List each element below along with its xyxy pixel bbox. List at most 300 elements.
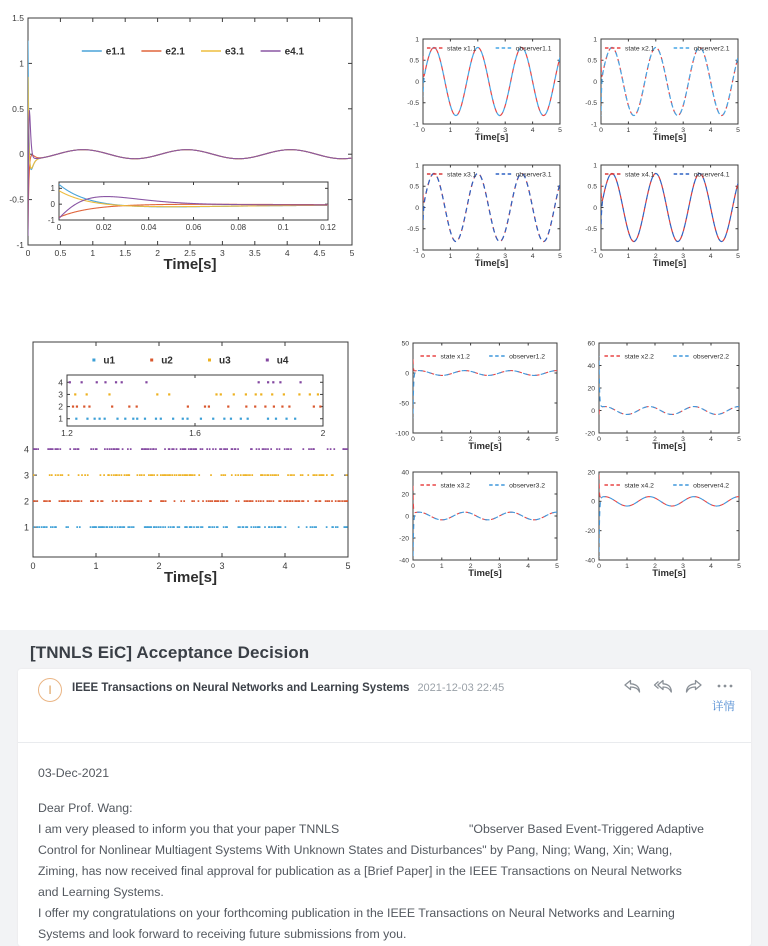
event-dot-u3 [312, 474, 314, 476]
y-tick-label: -1 [412, 121, 419, 129]
event-dot-u2 [283, 500, 285, 502]
event-dot-u2 [183, 500, 185, 502]
x-tick-label: 1 [439, 436, 444, 443]
event-dot-u1 [116, 418, 118, 420]
event-dot-u4 [225, 448, 227, 450]
event-dot-u1 [275, 418, 277, 420]
x-axis-label: Time[s] [652, 568, 686, 579]
event-dot-u2 [204, 405, 206, 407]
event-dot-u1 [150, 526, 152, 528]
plot-area [413, 486, 557, 561]
event-dot-u4 [299, 381, 301, 383]
event-dot-u2 [206, 500, 208, 502]
event-dot-u3 [287, 474, 289, 476]
event-dot-u3 [141, 474, 143, 476]
event-dot-u2 [44, 500, 46, 502]
event-dot-u1 [124, 418, 126, 420]
event-dot-u4 [251, 448, 253, 450]
y-tick-label: 40 [587, 362, 595, 370]
event-dot-u1 [106, 526, 108, 528]
legend-label: state x1.2 [440, 353, 470, 361]
event-dot-u4 [145, 448, 147, 450]
event-dot-u1 [315, 526, 317, 528]
event-dot-u2 [313, 405, 315, 407]
event-dot-u3 [277, 474, 279, 476]
x-axis-label: Time[s] [652, 132, 687, 143]
y-tick-label: 0 [593, 204, 597, 212]
legend-label: state x4.2 [624, 482, 654, 490]
event-dot-u4 [272, 381, 274, 383]
x-axis-label: Time[s] [163, 256, 217, 273]
event-dot-u2 [180, 500, 182, 502]
legend-label: observer1.1 [515, 45, 552, 53]
reply-all-button[interactable] [653, 677, 675, 695]
event-dot-u4 [313, 448, 315, 450]
event-dot-u1 [247, 418, 249, 420]
y-tick-label: 0.5 [12, 103, 24, 114]
legend-dot-u4 [266, 359, 269, 362]
y-tick-label: 0.5 [409, 183, 419, 191]
x-axis-label: Time[s] [163, 569, 218, 586]
event-dot-u1 [170, 526, 172, 528]
event-dot-u3 [255, 393, 257, 395]
event-dot-u3 [103, 474, 105, 476]
event-dot-u2 [70, 500, 72, 502]
event-dot-u4 [59, 448, 61, 450]
x-tick-label: 3 [681, 563, 685, 570]
event-dot-u4 [231, 448, 233, 450]
event-dot-u3 [168, 393, 170, 395]
series-observer4.2 [599, 497, 739, 557]
event-dot-u2 [127, 500, 129, 502]
legend-label: observer3.2 [509, 482, 546, 490]
x-tick-label: 2 [653, 436, 657, 443]
event-dot-u1 [164, 526, 166, 528]
event-dot-u3 [215, 393, 217, 395]
event-dot-u3 [111, 474, 113, 476]
event-dot-u2 [307, 500, 309, 502]
event-dot-u1 [238, 526, 240, 528]
event-dot-u3 [245, 393, 247, 395]
y-tick-label: 0 [591, 498, 595, 506]
y-tick-label: 1 [58, 413, 63, 424]
event-dot-u1 [172, 418, 174, 420]
event-dot-u1 [117, 526, 119, 528]
event-dot-u2 [136, 405, 138, 407]
event-dot-u4 [237, 448, 239, 450]
event-dot-u2 [238, 500, 240, 502]
plot-area [423, 174, 560, 242]
fig-state-x1-1 [402, 27, 578, 155]
event-dot-u4 [267, 381, 269, 383]
y-tick-label: 3 [23, 470, 29, 481]
event-dot-u2 [102, 500, 104, 502]
event-dot-u2 [270, 500, 272, 502]
plot-area [413, 359, 557, 418]
event-dot-u2 [341, 500, 343, 502]
event-dot-u1 [337, 526, 339, 528]
event-dot-u2 [81, 500, 83, 502]
series-e4.1 [28, 111, 352, 236]
event-dot-u3 [150, 474, 152, 476]
y-tick-label: 1 [593, 162, 597, 170]
event-dot-u2 [36, 500, 38, 502]
x-tick-label: 3 [219, 561, 225, 571]
y-tick-label: 20 [587, 385, 595, 393]
event-dot-u2 [331, 500, 333, 502]
x-tick-label: 0 [25, 248, 31, 258]
y-tick-label: -0.5 [9, 194, 24, 205]
x-tick-label: 5 [345, 561, 351, 571]
event-dot-u3 [298, 393, 300, 395]
event-dot-u3 [220, 393, 222, 395]
event-dot-u1 [104, 418, 106, 420]
event-dot-u1 [310, 526, 312, 528]
event-dot-u1 [66, 526, 68, 528]
x-tick-label: 5 [736, 127, 740, 134]
event-dot-u3 [235, 474, 237, 476]
x-tick-label: 4 [709, 563, 713, 570]
event-dot-u1 [230, 418, 232, 420]
fig-state-x1-2 [390, 332, 572, 464]
legend-label: observer2.2 [693, 353, 730, 361]
event-dot-u3 [309, 393, 311, 395]
event-dot-u4 [286, 448, 288, 450]
event-dot-u4 [142, 448, 144, 450]
event-dot-u1 [33, 526, 35, 528]
event-dot-u2 [303, 500, 305, 502]
x-tick-label: 3 [220, 248, 225, 258]
x-tick-label: 1.2 [61, 428, 73, 438]
x-tick-label: 1 [90, 248, 96, 258]
x-axis-label: Time[s] [474, 258, 509, 269]
sender-name [72, 682, 504, 694]
event-dot-u3 [143, 474, 145, 476]
event-dot-u2 [296, 500, 298, 502]
legend-label: e2.1 [165, 46, 185, 58]
x-tick-label: 1 [625, 563, 629, 570]
email-paragraph-line: and Learning Systems. [38, 885, 164, 899]
event-dot-u2 [255, 500, 257, 502]
event-dot-u1 [312, 526, 314, 528]
event-dot-u4 [104, 381, 106, 383]
series-state x4.2 [599, 475, 739, 506]
legend-label: state x2.2 [624, 353, 654, 361]
email-date-line: 03-Dec-2021 [38, 766, 110, 780]
event-dot-u4 [171, 448, 173, 450]
event-dot-u1 [94, 418, 96, 420]
event-dot-u4 [279, 448, 281, 450]
legend-label: state x4.1 [624, 171, 655, 179]
event-dot-u2 [335, 500, 337, 502]
y-tick-label: 0 [405, 513, 409, 521]
event-dot-u3 [300, 474, 302, 476]
event-dot-u1 [264, 526, 266, 528]
event-dot-u1 [269, 526, 271, 528]
legend-label: u4 [276, 355, 289, 367]
x-tick-label: 5 [737, 563, 741, 570]
event-dot-u1 [223, 418, 225, 420]
event-dot-u1 [259, 526, 261, 528]
event-dot-u1 [178, 526, 180, 528]
event-dot-u2 [281, 405, 283, 407]
x-tick-label: 2 [320, 428, 326, 438]
event-dot-u4 [57, 448, 59, 450]
event-dot-u3 [153, 474, 155, 476]
email-paragraph-line: I am very pleased to inform you that your paper TNNLS "Observer Based Event-Triggered Adaptive [38, 822, 704, 836]
event-dot-u2 [111, 405, 113, 407]
event-dot-u2 [319, 405, 321, 407]
x-tick-label: 2 [653, 127, 658, 134]
x-tick-label: 1 [448, 253, 453, 260]
event-dot-u3 [233, 393, 235, 395]
event-dot-u3 [231, 474, 233, 476]
email-subject: [TNNLS EiC] Acceptance Decision [30, 643, 310, 662]
details-link[interactable]: 详情 [712, 701, 735, 713]
event-dot-u2 [320, 500, 322, 502]
event-dot-u3 [169, 474, 171, 476]
event-dot-u1 [306, 526, 308, 528]
event-dot-u3 [221, 474, 223, 476]
x-tick-label: 4 [530, 127, 535, 134]
event-dot-u3 [128, 474, 130, 476]
x-tick-label: 1 [626, 127, 631, 134]
event-dot-u4 [345, 448, 347, 450]
legend-label: u1 [103, 355, 116, 367]
y-tick-label: 0 [593, 78, 597, 86]
event-dot-u2 [97, 500, 99, 502]
event-dot-u3 [108, 393, 110, 395]
fig-tracking-errors [8, 4, 368, 286]
x-tick-label: 5 [558, 253, 562, 260]
legend-label: observer1.2 [509, 353, 546, 361]
event-dot-u2 [299, 500, 301, 502]
event-dot-u3 [156, 393, 158, 395]
event-dot-u4 [47, 448, 49, 450]
x-tick-label: 4 [282, 561, 288, 571]
event-dot-u2 [78, 500, 80, 502]
event-dot-u4 [279, 381, 281, 383]
y-tick-label: -1 [47, 215, 55, 225]
event-dot-u1 [267, 418, 269, 420]
event-dot-u3 [242, 474, 244, 476]
event-dot-u1 [285, 526, 287, 528]
event-dot-u4 [148, 448, 150, 450]
event-dot-u1 [154, 526, 156, 528]
event-dot-u3 [137, 474, 139, 476]
event-dot-u4 [182, 448, 184, 450]
email-body [18, 743, 751, 945]
x-tick-label: 1 [625, 436, 629, 443]
event-dot-u2 [215, 500, 217, 502]
y-tick-label: 20 [401, 491, 409, 499]
event-dot-u2 [120, 500, 122, 502]
event-dot-u4 [191, 448, 193, 450]
email-card [18, 669, 751, 946]
event-dot-u1 [212, 418, 214, 420]
event-dot-u2 [343, 500, 345, 502]
event-dot-u4 [256, 448, 258, 450]
series-observer1.1 [423, 48, 560, 116]
event-dot-u1 [202, 526, 204, 528]
event-dot-u2 [262, 500, 264, 502]
event-dot-u3 [247, 474, 249, 476]
event-dot-u3 [237, 474, 239, 476]
event-dot-u3 [270, 474, 272, 476]
legend-label: e4.1 [284, 46, 305, 58]
x-tick-label: 1.6 [189, 428, 201, 438]
event-dot-u2 [218, 500, 220, 502]
event-dot-u4 [150, 448, 152, 450]
event-dot-u4 [145, 381, 147, 383]
y-tick-label: -20 [585, 430, 595, 438]
event-dot-u4 [193, 448, 195, 450]
event-dot-u1 [136, 418, 138, 420]
event-dot-u3 [57, 474, 59, 476]
event-dot-u4 [290, 448, 292, 450]
more-button[interactable] [715, 677, 737, 695]
y-tick-label: 0 [50, 199, 55, 209]
event-dot-u3 [151, 474, 153, 476]
event-dot-u1 [198, 526, 200, 528]
y-tick-label: 0.5 [587, 183, 597, 191]
event-dot-u4 [90, 448, 92, 450]
series-e2.1 [28, 150, 352, 230]
event-dot-u2 [191, 500, 193, 502]
event-dot-u3 [346, 474, 348, 476]
event-dot-u3 [148, 474, 150, 476]
event-dot-u1 [186, 418, 188, 420]
event-dot-u1 [280, 526, 282, 528]
event-dot-u3 [314, 474, 316, 476]
event-dot-u1 [132, 418, 134, 420]
event-dot-u2 [116, 500, 118, 502]
event-dot-u3 [84, 474, 86, 476]
event-dot-u1 [294, 418, 296, 420]
x-tick-label: 5 [558, 127, 562, 134]
x-tick-label: 5 [736, 253, 740, 260]
event-dot-u1 [79, 526, 81, 528]
x-tick-label: 0.02 [96, 223, 112, 232]
event-dot-u2 [268, 500, 270, 502]
plot-area [601, 48, 738, 116]
event-dot-u1 [123, 526, 125, 528]
event-dot-u1 [211, 526, 213, 528]
event-dot-u1 [158, 526, 160, 528]
event-dot-u2 [198, 500, 200, 502]
event-dot-u4 [185, 448, 187, 450]
event-dot-u3 [178, 474, 180, 476]
legend-dot-u2 [150, 359, 153, 362]
event-dot-u4 [130, 448, 132, 450]
forward-button[interactable] [684, 677, 706, 695]
event-dot-u1 [285, 418, 287, 420]
event-dot-u3 [190, 474, 192, 476]
x-axis-label: Time[s] [652, 258, 687, 269]
event-dot-u2 [112, 500, 114, 502]
event-dot-u4 [195, 448, 197, 450]
event-dot-u4 [288, 448, 290, 450]
sender-avatar: I [38, 678, 62, 702]
y-tick-label: -20 [585, 528, 595, 536]
y-tick-label: -0.5 [585, 226, 597, 234]
y-tick-label: -1 [16, 239, 24, 250]
event-dot-u1 [120, 526, 122, 528]
event-dot-u3 [307, 474, 309, 476]
x-tick-label: 0.04 [140, 223, 157, 232]
legend-label: state x2.1 [624, 45, 655, 53]
series-state x3.2 [413, 486, 557, 520]
x-tick-label: 1 [439, 563, 444, 570]
event-dot-u4 [169, 448, 171, 450]
event-dot-u1 [168, 526, 170, 528]
event-dot-u1 [226, 526, 228, 528]
event-dot-u4 [104, 448, 106, 450]
x-tick-label: 4 [526, 436, 531, 443]
event-dot-u1 [147, 526, 149, 528]
event-dot-u1 [160, 418, 162, 420]
event-dot-u4 [235, 448, 237, 450]
event-dot-u2 [163, 500, 165, 502]
event-dot-u3 [60, 474, 62, 476]
x-tick-label: 0.12 [320, 223, 336, 232]
legend-label: state x1.1 [446, 45, 477, 53]
event-dot-u4 [206, 448, 208, 450]
event-dot-u3 [332, 474, 334, 476]
x-tick-label: 0 [30, 561, 36, 571]
event-dot-u4 [200, 448, 202, 450]
event-dot-u2 [46, 500, 48, 502]
event-dot-u4 [258, 381, 260, 383]
event-dot-u4 [180, 448, 182, 450]
legend-dot-u3 [208, 359, 211, 362]
event-dot-u2 [174, 500, 176, 502]
event-dot-u2 [280, 500, 282, 502]
series-observer2.2 [599, 356, 739, 414]
event-dot-u4 [127, 448, 129, 450]
event-dot-u2 [34, 500, 36, 502]
event-dot-u2 [138, 500, 140, 502]
event-dot-u4 [81, 381, 83, 383]
x-tick-label: 0 [421, 253, 425, 260]
event-dot-u2 [187, 405, 189, 407]
event-dot-u4 [202, 448, 204, 450]
event-dot-u1 [213, 526, 215, 528]
x-tick-label: 3 [503, 127, 508, 134]
x-tick-label: 2 [155, 248, 160, 258]
event-dot-u3 [185, 474, 187, 476]
series-observer1.2 [413, 371, 557, 419]
y-tick-label: -0.5 [407, 226, 419, 234]
email-header [18, 669, 751, 743]
event-dot-u1 [131, 526, 133, 528]
event-dot-u3 [87, 474, 89, 476]
legend-label: observer3.1 [515, 171, 552, 179]
event-dot-u2 [64, 500, 66, 502]
reply-button[interactable] [622, 677, 644, 695]
event-dot-u3 [81, 474, 83, 476]
event-dot-u4 [115, 381, 117, 383]
x-tick-label: 4 [530, 253, 535, 260]
event-dot-u3 [61, 474, 63, 476]
x-tick-label: 5 [737, 436, 741, 443]
y-tick-label: -20 [399, 535, 409, 543]
event-dot-u2 [287, 500, 289, 502]
x-tick-label: 0 [411, 436, 415, 443]
event-dot-u1 [239, 526, 241, 528]
event-dot-u2 [258, 500, 260, 502]
event-dot-u3 [272, 474, 274, 476]
